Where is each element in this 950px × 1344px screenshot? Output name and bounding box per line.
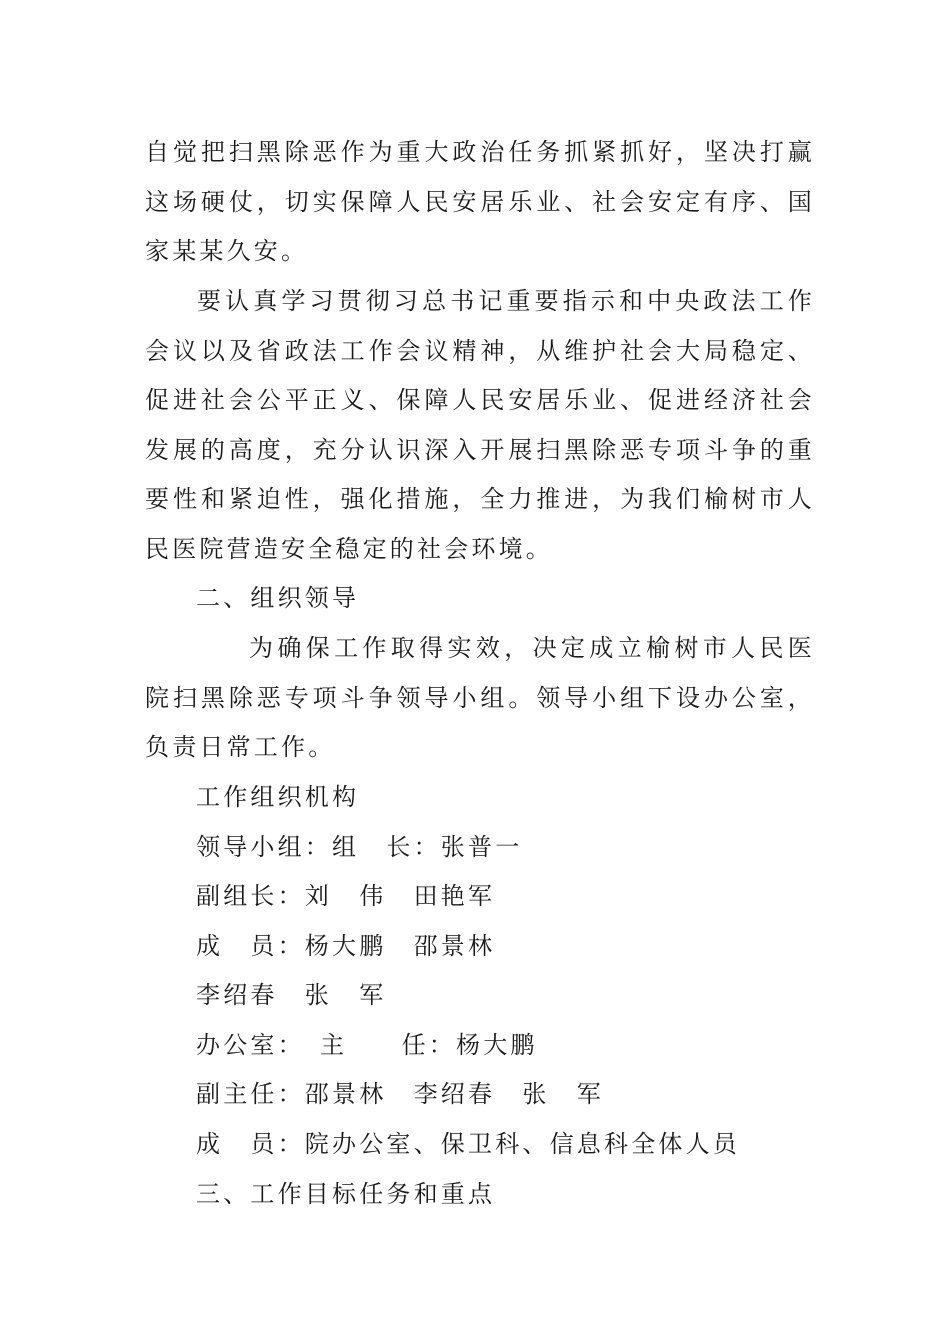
- office-deputy-line: 副主任：邵景林 李绍春 张 军: [196, 1080, 604, 1108]
- section-heading-goals: 三、工作目标任务和重点: [196, 1180, 496, 1208]
- subheading-work-structure: 工作组织机构: [196, 783, 360, 811]
- leader-line: 领导小组：组 长：张普一: [196, 833, 523, 861]
- members-line: 成 员：杨大鹏 邵景林: [196, 932, 496, 960]
- office-director-line: 办公室： 主 任：杨大鹏: [196, 1031, 538, 1059]
- paragraph-leadership-group: 为确保工作取得实效，决定成立榆树市人民医院扫黑除恶专项斗争领导小组。领导小组下设办公室，负责日常工作。: [145, 634, 815, 761]
- section-heading-organization: 二、组织领导: [196, 584, 360, 612]
- paragraph-study-instructions: 要认真学习贯彻习总书记重要指示和中央政法工作会议以及省政法工作会议精神，从维护社会大局稳定、促进社会公平正义、保障人民安居乐业、促进经济社会发展的高度，充分认识深入开展扫黑除恶专项斗争的重要性和紧迫性，强化措施，全力推进，为我们榆树市人民医院营造安全稳定的社会环境。: [145, 287, 815, 563]
- deputy-leader-line: 副组长：刘 伟 田艳军: [196, 882, 496, 910]
- office-members-line: 成 员：院办公室、保卫科、信息科全体人员: [196, 1130, 740, 1158]
- members-continued-line: 李绍春 张 军: [196, 981, 387, 1009]
- paragraph-continuation: 自觉把扫黑除恶作为重大政治任务抓紧抓好，坚决打赢这场硬仗，切实保障人民安居乐业、社会安定有序、国家某某久安。: [145, 138, 815, 265]
